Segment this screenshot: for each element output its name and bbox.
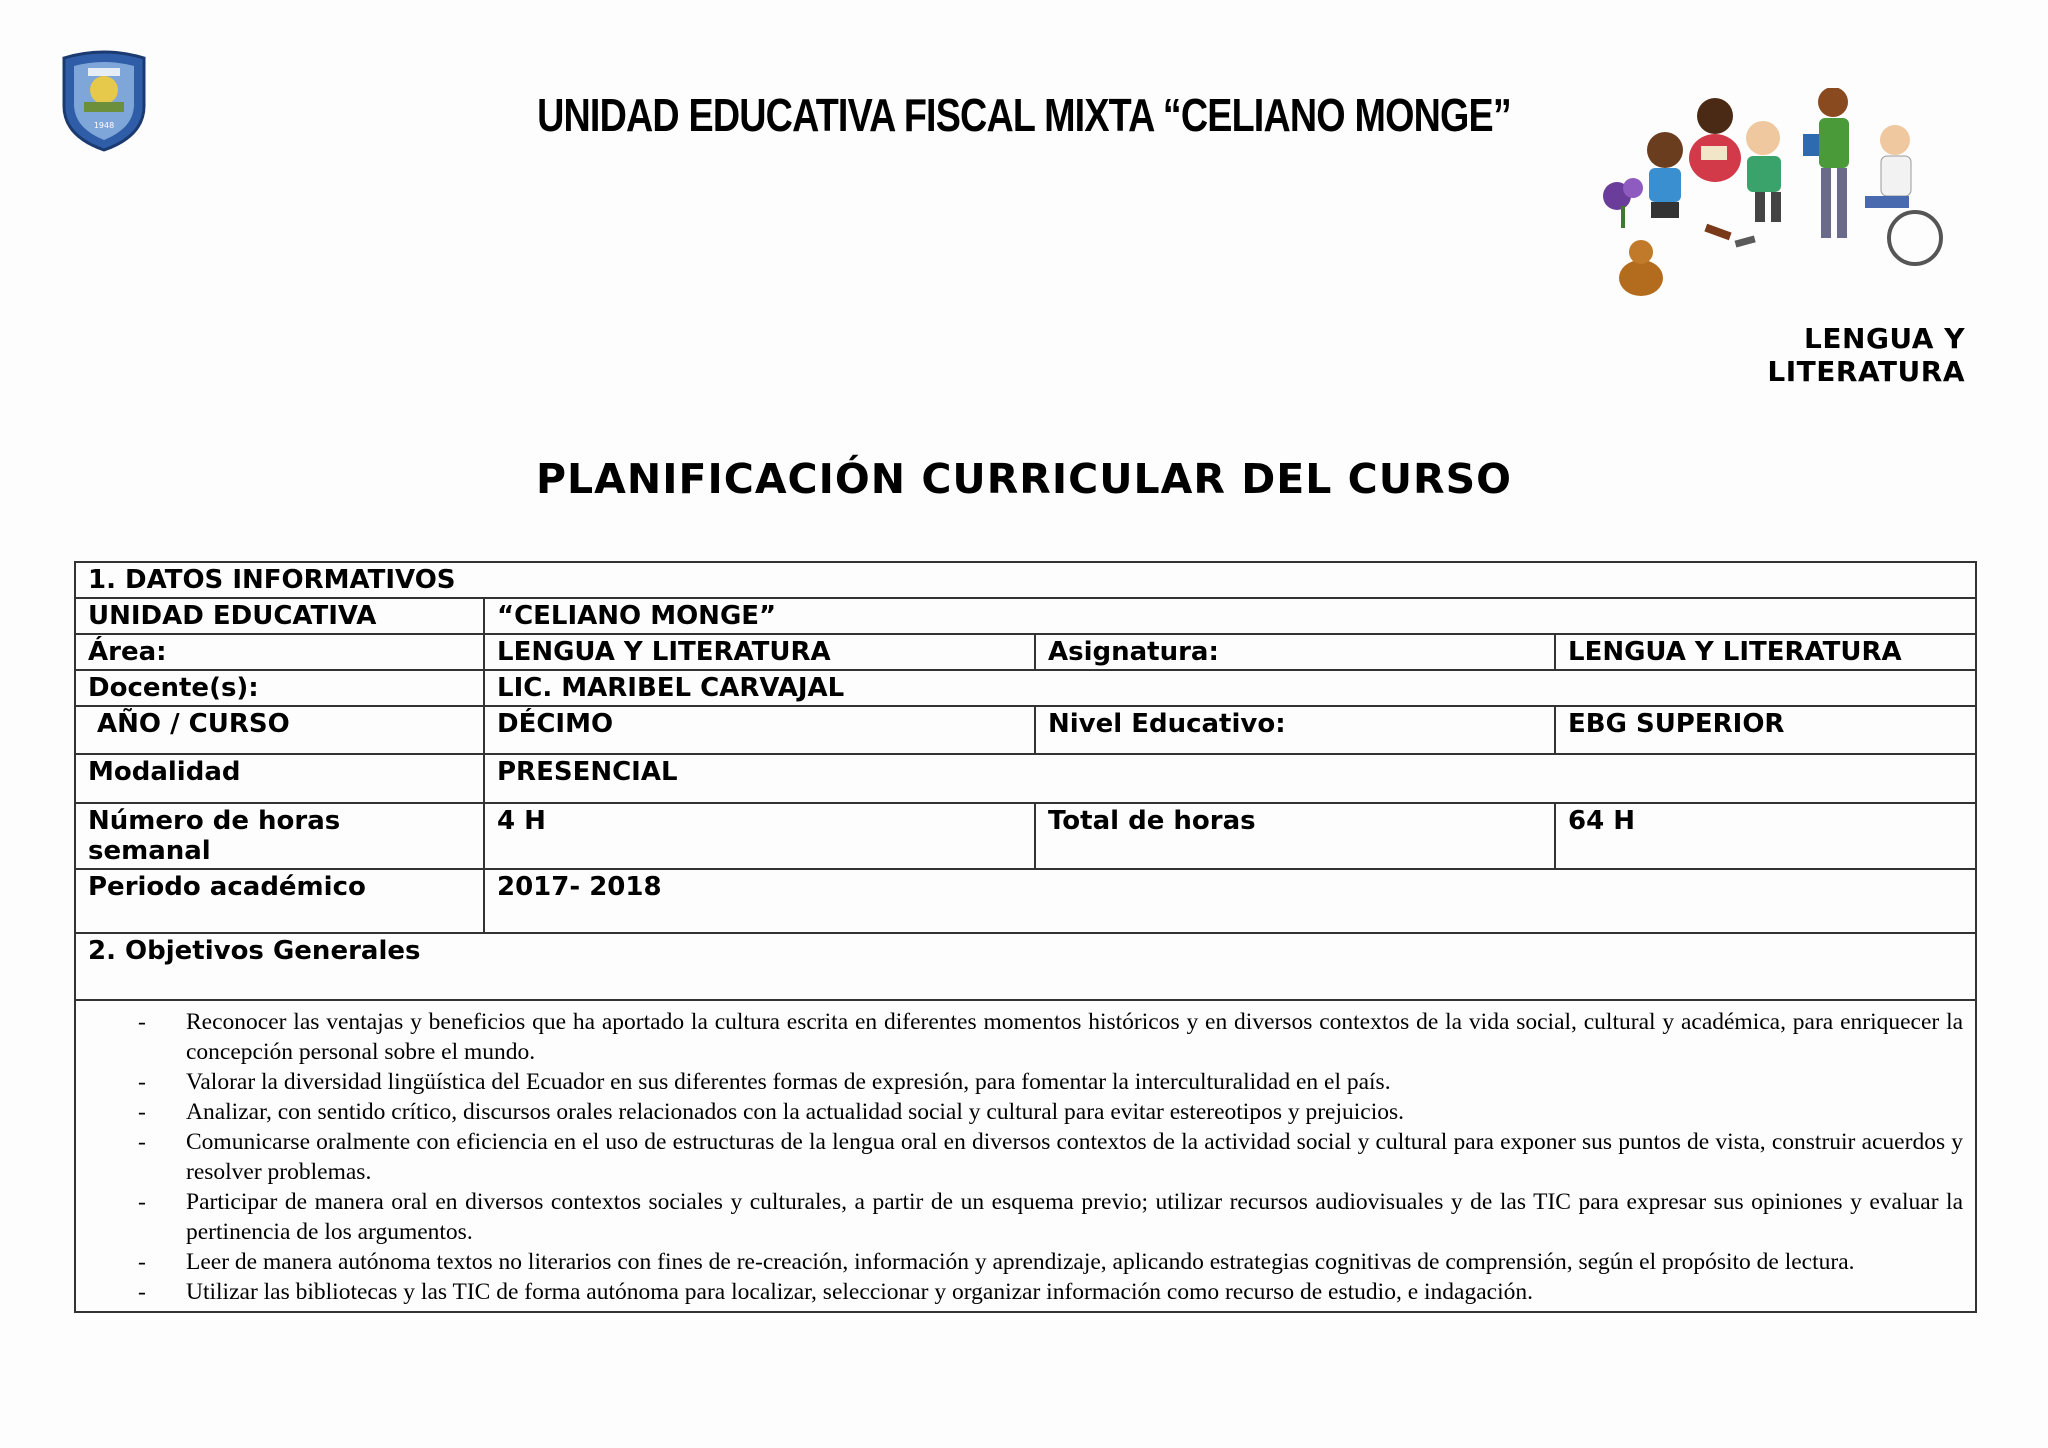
school-crest-logo xyxy=(50,28,158,158)
children-reading-illustration xyxy=(1595,88,1955,318)
modalidad-value: PRESENCIAL xyxy=(484,754,1976,803)
docente-label: Docente(s): xyxy=(75,670,484,706)
list-item: - Valorar la diversidad lingüística del Ecuador en sus diferentes formas de expresión, para fomentar la interculturalidad en el país. xyxy=(88,1067,1963,1097)
table-row xyxy=(75,598,1976,634)
list-item: - Participar de manera oral en diversos contextos sociales y culturales, a partir de un esquema previo; utilizar recursos audiovisuales y de las TIC para expresar sus opiniones y evaluar la pertinencia de los argumentos. xyxy=(88,1187,1963,1247)
nivel-label: Nivel Educativo: xyxy=(1035,706,1555,754)
list-item: - Comunicarse oralmente con eficiencia en el uso de estructuras de la lengua oral en diversos contextos de la actividad social y cultural para exponer sus puntos de vista, construir acuerdos y resolver problemas. xyxy=(88,1127,1963,1187)
anio-label: AÑO / CURSO xyxy=(75,706,484,754)
table-row xyxy=(75,933,1976,1000)
table-row xyxy=(75,634,1976,670)
table-row xyxy=(75,706,1976,754)
asignatura-label: Asignatura: xyxy=(1035,634,1555,670)
logo-year: 1948 xyxy=(93,121,115,130)
table-row xyxy=(75,754,1976,803)
total-horas-value: 64 H xyxy=(1555,803,1976,869)
asignatura-value: LENGUA Y LITERATURA xyxy=(1555,634,1976,670)
list-item: - Analizar, con sentido crítico, discursos orales relacionados con la actualidad social y cultural para evitar estereotipos y prejuicios. xyxy=(88,1097,1963,1127)
school-title: UNIDAD EDUCATIVA FISCAL MIXTA “CELIANO MONGE” xyxy=(537,89,1511,141)
subject-caption: LENGUA Y LITERATURA xyxy=(1767,322,1965,388)
list-item: - Reconocer las ventajas y beneficios que ha aportado la cultura escrita en diferentes momentos históricos y en diversos contextos de la vida social, cultural y académica, para enriquecer la concepción personal sobre el mundo. xyxy=(88,1007,1963,1067)
document-title: PLANIFICACIÓN CURRICULAR DEL CURSO xyxy=(536,455,1512,503)
docente-value: LIC. MARIBEL CARVAJAL xyxy=(484,670,1976,706)
nivel-value: EBG SUPERIOR xyxy=(1555,706,1976,754)
area-value: LENGUA Y LITERATURA xyxy=(484,634,1035,670)
unidad-label: UNIDAD EDUCATIVA xyxy=(75,598,484,634)
total-horas-label: Total de horas xyxy=(1035,803,1555,869)
objectives-cell xyxy=(75,1000,1976,1312)
periodo-label: Periodo académico xyxy=(75,869,484,933)
horas-value: 4 H xyxy=(484,803,1035,869)
modalidad-label: Modalidad xyxy=(75,754,484,803)
table-row xyxy=(75,803,1976,869)
course-info-table xyxy=(74,561,1977,1313)
table-row xyxy=(75,670,1976,706)
area-label: Área: xyxy=(75,634,484,670)
table-row xyxy=(75,562,1976,598)
section1-heading: 1. DATOS INFORMATIVOS xyxy=(75,562,1976,598)
section2-heading: 2. Objetivos Generales xyxy=(75,933,1976,1000)
table-row xyxy=(75,869,1976,933)
table-row xyxy=(75,1000,1976,1312)
anio-value: DÉCIMO xyxy=(484,706,1035,754)
list-item: - Leer de manera autónoma textos no literarios con fines de re-creación, información y aprendizaje, aplicando estrategias cognitivas de comprensión, según el propósito de lectura. xyxy=(88,1247,1963,1277)
unidad-value: “CELIANO MONGE” xyxy=(484,598,1976,634)
periodo-value: 2017- 2018 xyxy=(484,869,1976,933)
list-item: - Utilizar las bibliotecas y las TIC de forma autónoma para localizar, seleccionar y organizar información como recurso de estudio, e indagación. xyxy=(88,1277,1963,1307)
objectives-list xyxy=(88,1007,1963,1307)
horas-label: Número de horas semanal xyxy=(75,803,484,869)
